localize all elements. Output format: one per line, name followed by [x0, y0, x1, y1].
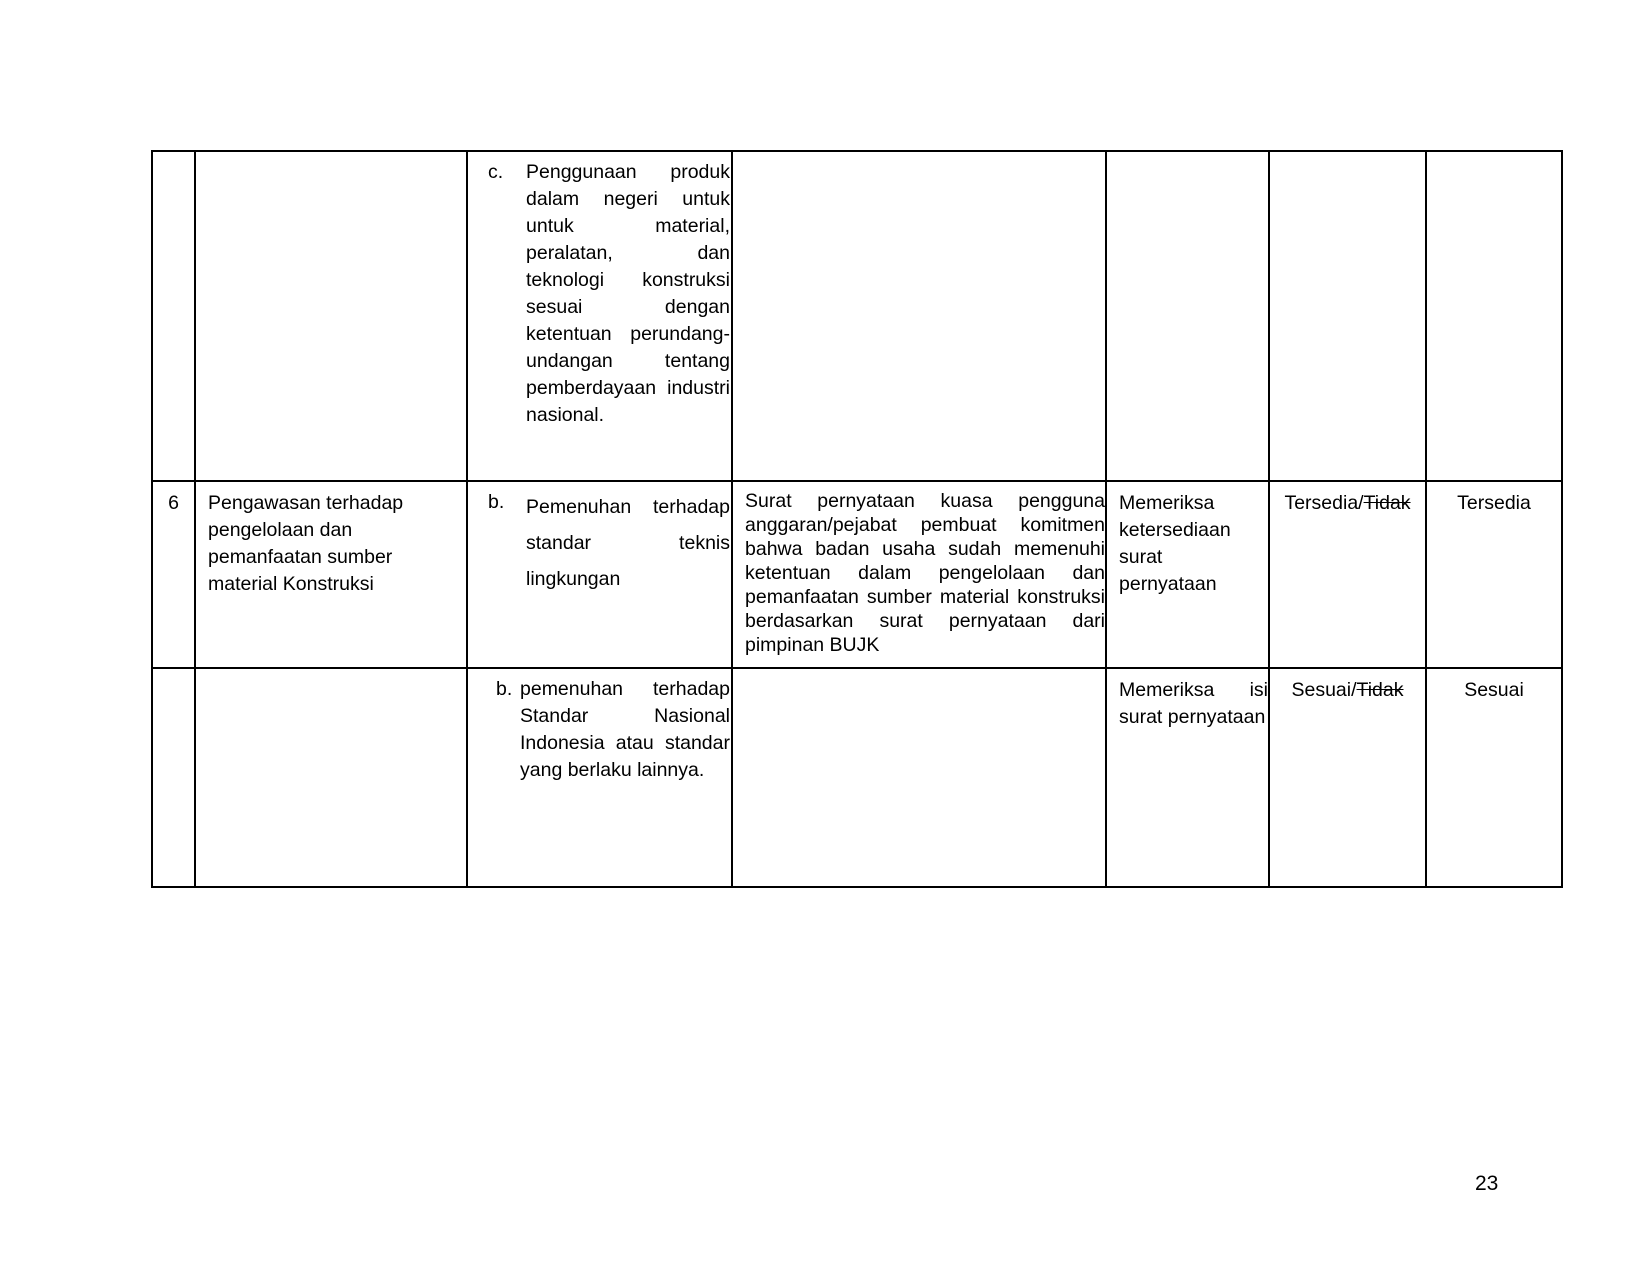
result-text: Tersedia — [1457, 492, 1531, 514]
requirement-cell — [732, 668, 1106, 887]
row-number: 6 — [168, 492, 179, 514]
table-row — [152, 481, 1562, 668]
requirement-text — [733, 669, 1105, 676]
table-row — [152, 151, 1562, 481]
result-cell — [1426, 481, 1562, 668]
method-cell — [1106, 151, 1269, 481]
requirement-cell — [732, 151, 1106, 481]
result-cell — [1426, 668, 1562, 887]
item-text: Pemenuhan terhadap standar teknis lingkungan — [526, 496, 730, 590]
item-cell — [467, 481, 732, 668]
item-cell — [467, 151, 732, 481]
aspect-text — [196, 152, 466, 160]
item-cell — [467, 668, 732, 887]
option-struck-value: Tidak — [1363, 492, 1411, 514]
aspect-cell — [195, 668, 467, 887]
requirement-text — [733, 152, 1105, 159]
number-cell — [152, 668, 195, 887]
option-text — [1270, 669, 1425, 704]
list-item — [468, 482, 731, 597]
option-text — [1270, 482, 1425, 517]
method-cell — [1106, 481, 1269, 668]
option-value: Tersedia/ — [1284, 492, 1364, 514]
row-number — [153, 669, 194, 677]
assessment-table — [151, 150, 1563, 888]
method-cell — [1106, 668, 1269, 887]
list-marker: b. — [488, 491, 505, 513]
requirement-text: Surat pernyataan kuasa pengguna anggaran/pejabat pembuat komitmen bahwa badan usaha sudah memenuhi ketentuan dalam pengelolaan dan pemanfaatan sumber material konstruksi berdasarkan surat pernyataan dari pimpinan BUJK — [745, 490, 1105, 656]
item-text: Penggunaan produk dalam negeri untuk untuk material, peralatan, dan teknologi konstruksi sesuai dengan ketentuan perundang-undangan tentang pemberdayaan industri nasional. — [526, 161, 730, 426]
option-text — [1270, 152, 1425, 160]
number-cell — [152, 481, 195, 668]
list-marker: c. — [488, 161, 504, 183]
method-text: Memeriksa ketersediaan surat pernyataan — [1119, 492, 1231, 595]
row-number — [153, 152, 194, 160]
option-cell — [1269, 151, 1426, 481]
option-cell — [1269, 481, 1426, 668]
option-cell — [1269, 668, 1426, 887]
method-text — [1107, 152, 1268, 160]
list-marker: b. — [496, 678, 513, 700]
option-struck-value: Tidak — [1356, 679, 1404, 701]
table-row — [152, 668, 1562, 887]
method-text: Memeriksa isi surat pernyataan — [1119, 679, 1268, 728]
aspect-cell — [195, 151, 467, 481]
aspect-cell — [195, 481, 467, 668]
result-text: Sesuai — [1464, 679, 1524, 701]
aspect-text — [196, 669, 466, 677]
option-value: Sesuai/ — [1291, 679, 1357, 701]
number-cell — [152, 151, 195, 481]
list-item — [468, 152, 731, 429]
result-cell — [1426, 151, 1562, 481]
result-text — [1427, 152, 1561, 160]
page-number: 23 — [1475, 1172, 1499, 1195]
item-text: pemenuhan terhadap Standar Nasional Indonesia atau standar yang berlaku lainnya. — [520, 678, 730, 781]
aspect-text: Pengawasan terhadap pengelolaan dan pemanfaatan sumber material Konstruksi — [208, 492, 404, 595]
list-item — [468, 669, 731, 784]
requirement-cell — [732, 481, 1106, 668]
